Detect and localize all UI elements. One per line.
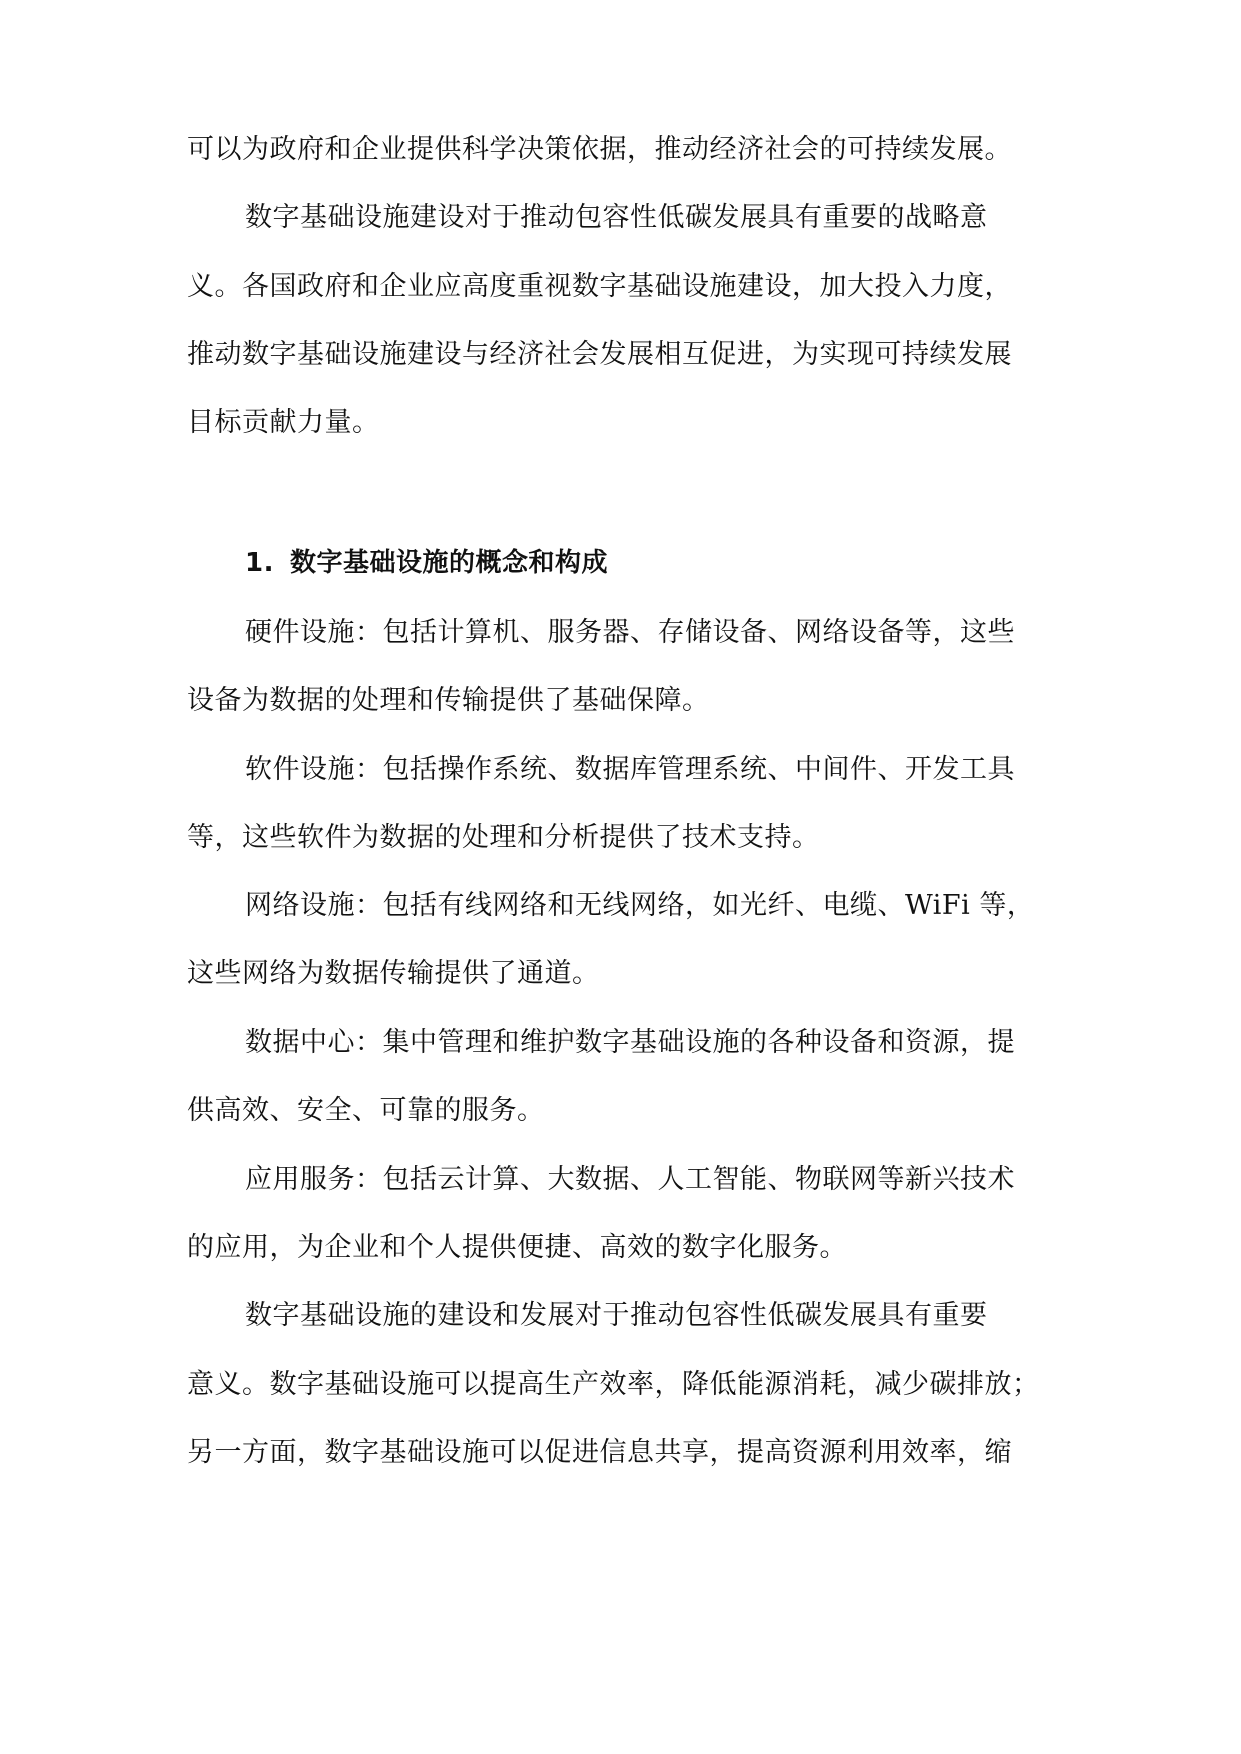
section-heading [245, 543, 1067, 583]
hardware-line-2: 设备为数据的处理和传输提供了基础保障。 [187, 685, 710, 716]
network-line-1: 网络设施：包括有线网络和无线网络，如光纤、电缆、WiFi 等， [245, 890, 1035, 921]
data-center-line-2: 供高效、安全、可靠的服务。 [187, 1095, 545, 1126]
paragraph-1-line-1: 可以为政府和企业提供科学决策依据，推动经济社会的可持续发展。 [187, 134, 1012, 165]
hardware-line-1: 硬件设施：包括计算机、服务器、存储设备、网络设备等，这些 [245, 617, 1015, 648]
data-center-line-1: 数据中心：集中管理和维护数字基础设施的各种设备和资源，提 [245, 1027, 1015, 1058]
network-line-2: 这些网络为数据传输提供了通道。 [187, 958, 600, 989]
application-services-line-1: 应用服务：包括云计算、大数据、人工智能、物联网等新兴技术 [245, 1164, 1015, 1195]
software-line-2: 等，这些软件为数据的处理和分析提供了技术支持。 [187, 822, 820, 853]
closing-line-1: 数字基础设施的建设和发展对于推动包容性低碳发展具有重要 [245, 1300, 988, 1331]
paragraph-2-line-2: 义。各国政府和企业应高度重视数字基础设施建设，加大投入力度， [187, 271, 1012, 302]
software-line-1: 软件设施：包括操作系统、数据库管理系统、中间件、开发工具 [245, 754, 1015, 785]
section-title: 数字基础设施的概念和构成 [289, 548, 608, 578]
paragraph-2-line-4: 目标贡献力量。 [187, 407, 380, 438]
closing-line-3: 另一方面，数字基础设施可以促进信息共享，提高资源利用效率，缩 [187, 1437, 1012, 1468]
section-number: 1. [245, 548, 274, 578]
paragraph-2-line-3: 推动数字基础设施建设与经济社会发展相互促进，为实现可持续发展 [187, 339, 1012, 370]
application-services-line-2: 的应用，为企业和个人提供便捷、高效的数字化服务。 [187, 1232, 847, 1263]
closing-line-2: 意义。数字基础设施可以提高生产效率，降低能源消耗，减少碳排放； [187, 1369, 1040, 1400]
paragraph-2-line-1: 数字基础设施建设对于推动包容性低碳发展具有重要的战略意 [245, 202, 988, 233]
